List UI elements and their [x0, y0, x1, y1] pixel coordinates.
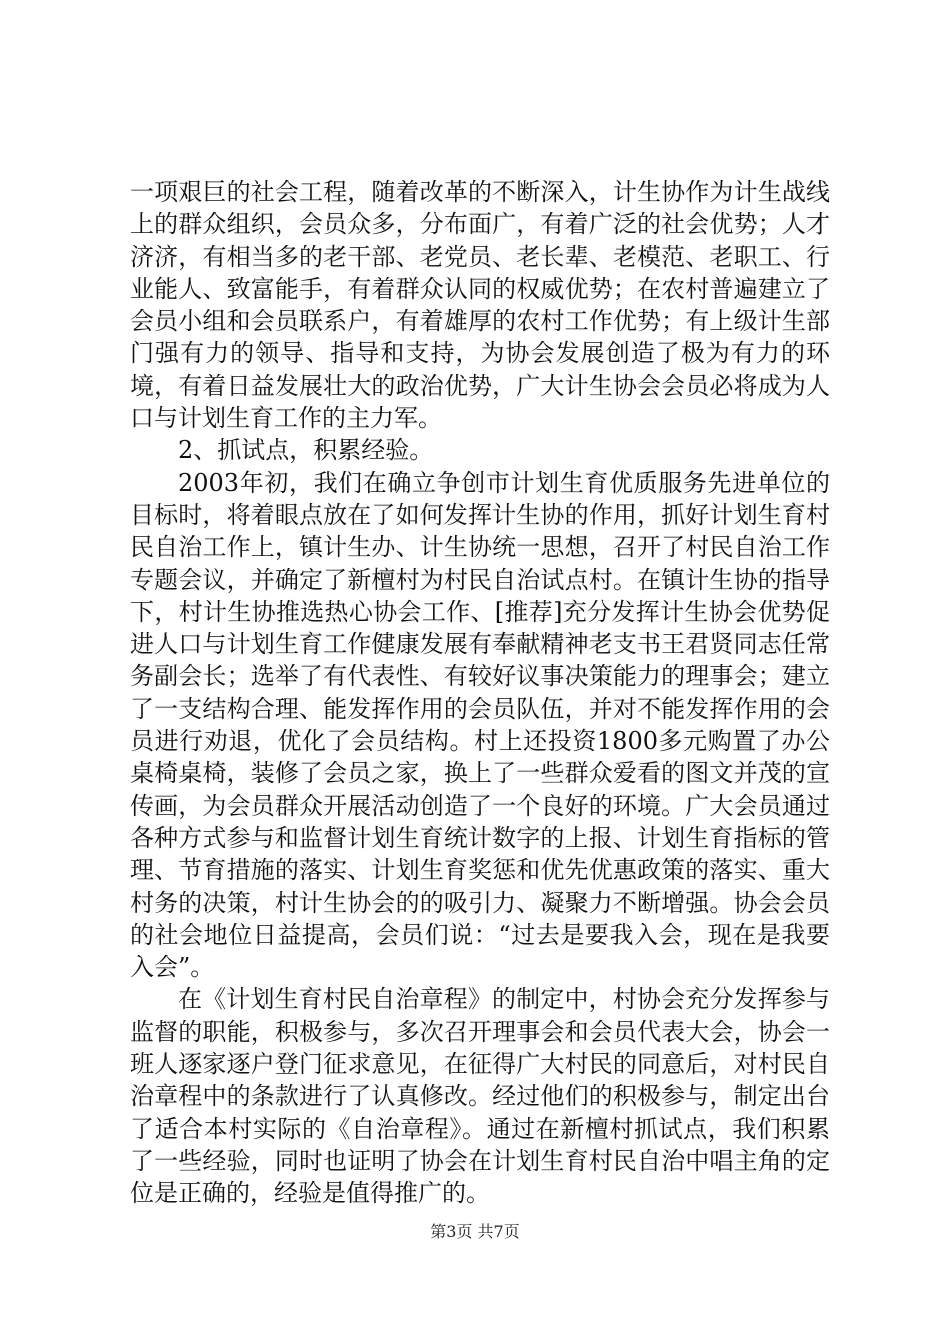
paragraph-charter: 在《计划生育村民自治章程》的制定中，村协会充分发挥参与监督的职能，积极参与，多次召开理事会和会员代表大会，协会一班人逐家逐户登门征求意见，在征得广大村民的同意后，对村民自治章程中的条款进行了认真修改。经过他们的积极参与，制定出台了适合本村实际的《自治章程》。通过在新檀村抓试点，我们积累了一些经验，同时也证明了协会在计划生育村民自治中唱主角的定位是正确的，经验是值得推广的。: [130, 985, 830, 1208]
page-number-footer: 第3页 共7页: [430, 1222, 520, 1241]
section-heading: 2、抓试点，积累经验。: [178, 436, 434, 465]
document-body: [130, 176, 830, 1210]
paragraph-continuation: 一项艰巨的社会工程，随着改革的不断深入，计生协作为计生战线上的群众组织，会员众多，分布面广，有着广泛的社会优势；人才济济，有相当多的老干部、老党员、老长辈、老模范、老职工、行业能人、致富能手，有着群众认同的权威优势；在农村普遍建立了会员小组和会员联系户，有着雄厚的农村工作优势；有上级计生部门强有力的领导、指导和支持，为协会发展创造了极为有力的环境，有着日益发展壮大的政治优势，广大计生协会会员必将成为人口与计划生育工作的主力军。: [130, 178, 830, 433]
paragraph-pilot: 2003年初，我们在确立争创市计划生育优质服务先进单位的目标时，将着眼点放在了如何发挥计生协的作用，抓好计划生育村民自治工作上，镇计生办、计生协统一思想，召开了村民自治工作专题会议，并确定了新檀村为村民自治试点村。在镇计生协的指导下，村计生协推选热心协会工作、[推荐]充分发挥计生协会优势促进人口与计划生育工作健康发展有奉献精神老支书王君贤同志任常务副会长；选举了有代表性、有较好议事决策能力的理事会；建立了一支结构合理、能发挥作用的会员队伍，并对不能发挥作用的会员进行劝退，优化了会员结构。村上还投资1800多元购置了办公桌椅桌椅，装修了会员之家，换上了一些群众爱看的图文并茂的宣传画，为会员群众开展活动创造了一个良好的环境。广大会员通过各种方式参与和监督计划生育统计数字的上报、计划生育指标的管理、节育措施的落实、计划生育奖惩和优先优惠政策的落实、重大村务的决策，村计生协会的的吸引力、凝聚力不断增强。协会会员的社会地位日益提高，会员们说：“过去是要我入会，现在是我要入会”。: [130, 468, 830, 982]
